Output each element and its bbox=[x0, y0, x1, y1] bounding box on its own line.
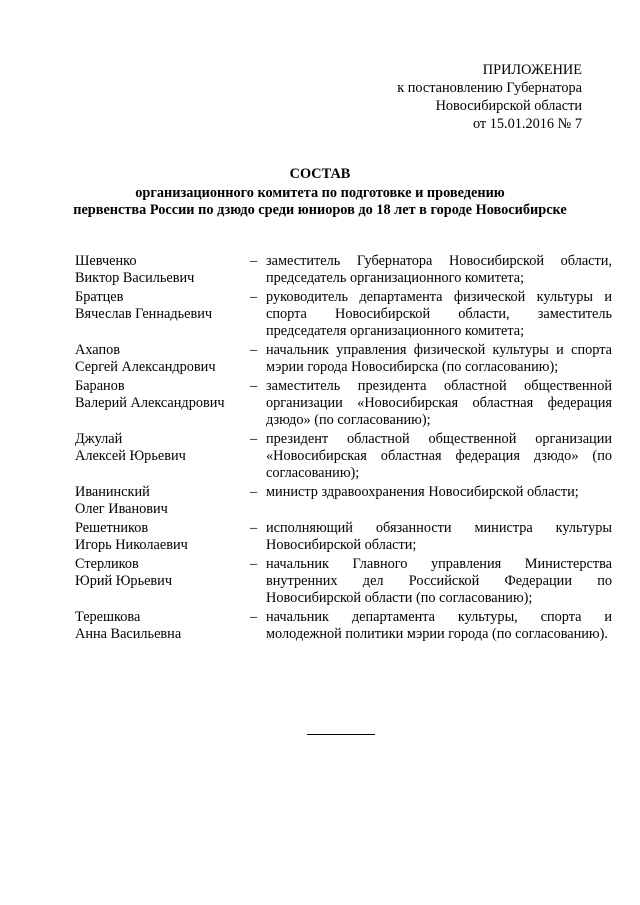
member-given-names: Алексей Юрьевич bbox=[75, 448, 186, 464]
member-name bbox=[75, 556, 250, 607]
dash-separator: – bbox=[250, 431, 258, 447]
member-role: заместитель президента областной общественной организации «Новосибирская областная федерация дзюдо» (по согласованию); bbox=[266, 378, 612, 428]
dash-separator: – bbox=[250, 289, 258, 305]
member-name bbox=[75, 378, 250, 429]
member-role: исполняющий обязанности министра культуры Новосибирской области; bbox=[266, 520, 612, 553]
member-surname: Решетников bbox=[75, 520, 149, 536]
dash-separator: – bbox=[250, 253, 258, 269]
member-given-names: Анна Васильевна bbox=[75, 626, 182, 642]
end-rule bbox=[307, 734, 375, 735]
member-surname: Ахапов bbox=[75, 342, 120, 358]
member-given-names: Виктор Васильевич bbox=[75, 270, 195, 286]
appendix-reference: к постановлению Губернатора bbox=[397, 80, 582, 96]
member-role: начальник Главного управления Министерства внутренних дел Российской Федерации по Новосибирской области (по согласованию); bbox=[266, 556, 612, 606]
member-surname: Терешкова bbox=[75, 609, 141, 625]
appendix-title: ПРИЛОЖЕНИЕ bbox=[482, 62, 582, 78]
member-given-names: Вячеслав Геннадьевич bbox=[75, 306, 213, 322]
member-row bbox=[75, 378, 612, 429]
dash-separator: – bbox=[250, 342, 258, 358]
member-name bbox=[75, 431, 250, 482]
member-row bbox=[75, 609, 612, 643]
member-row bbox=[75, 520, 612, 554]
member-row bbox=[75, 484, 612, 518]
member-role: руководитель департамента физической культуры и спорта Новосибирской области, заместитель председателя организационного комитета; bbox=[266, 289, 612, 339]
member-surname: Джулай bbox=[75, 431, 123, 447]
member-surname: Стерликов bbox=[75, 556, 139, 572]
dash-separator: – bbox=[250, 609, 258, 625]
member-surname: Иванинский bbox=[75, 484, 150, 500]
member-role: заместитель Губернатора Новосибирской области, председатель организационного комитета; bbox=[266, 253, 612, 286]
document-heading bbox=[40, 166, 600, 219]
member-surname: Шевченко bbox=[75, 253, 137, 269]
member-given-names: Игорь Николаевич bbox=[75, 537, 188, 553]
member-given-names: Валерий Александрович bbox=[75, 395, 225, 411]
appendix-region: Новосибирской области bbox=[435, 98, 582, 114]
member-name bbox=[75, 520, 250, 554]
member-role: президент областной общественной организации «Новосибирская областная федерация дзюдо» (по согласованию); bbox=[266, 431, 612, 481]
member-row bbox=[75, 253, 612, 287]
dash-separator: – bbox=[250, 378, 258, 394]
member-surname: Баранов bbox=[75, 378, 125, 394]
document-subtitle-line2: первенства России по дзюдо среди юниоров до 18 лет в городе Новосибирске bbox=[73, 202, 567, 218]
dash-separator: – bbox=[250, 556, 258, 572]
appendix-block bbox=[322, 62, 582, 134]
member-role: министр здравоохранения Новосибирской области; bbox=[266, 484, 579, 500]
dash-separator: – bbox=[250, 484, 258, 500]
member-row bbox=[75, 289, 612, 340]
member-name bbox=[75, 342, 250, 376]
member-role: начальник управления физической культуры и спорта мэрии города Новосибирска (по согласованию); bbox=[266, 342, 612, 375]
dash-separator: – bbox=[250, 520, 258, 536]
document-subtitle-line1: организационного комитета по подготовке и проведению bbox=[135, 185, 505, 201]
member-name bbox=[75, 609, 250, 643]
member-surname: Братцев bbox=[75, 289, 124, 305]
member-row bbox=[75, 431, 612, 482]
member-name bbox=[75, 484, 250, 518]
member-row bbox=[75, 556, 612, 607]
member-given-names: Сергей Александрович bbox=[75, 359, 216, 375]
member-row bbox=[75, 342, 612, 376]
committee-members-list bbox=[75, 253, 612, 645]
member-role: начальник департамента культуры, спорта и молодежной политики мэрии города (по согласованию). bbox=[266, 609, 612, 642]
member-given-names: Олег Иванович bbox=[75, 501, 168, 517]
member-given-names: Юрий Юрьевич bbox=[75, 573, 173, 589]
member-name bbox=[75, 289, 250, 340]
member-name bbox=[75, 253, 250, 287]
document-title: СОСТАВ bbox=[289, 166, 351, 182]
appendix-date-number: от 15.01.2016 № 7 bbox=[472, 116, 582, 132]
